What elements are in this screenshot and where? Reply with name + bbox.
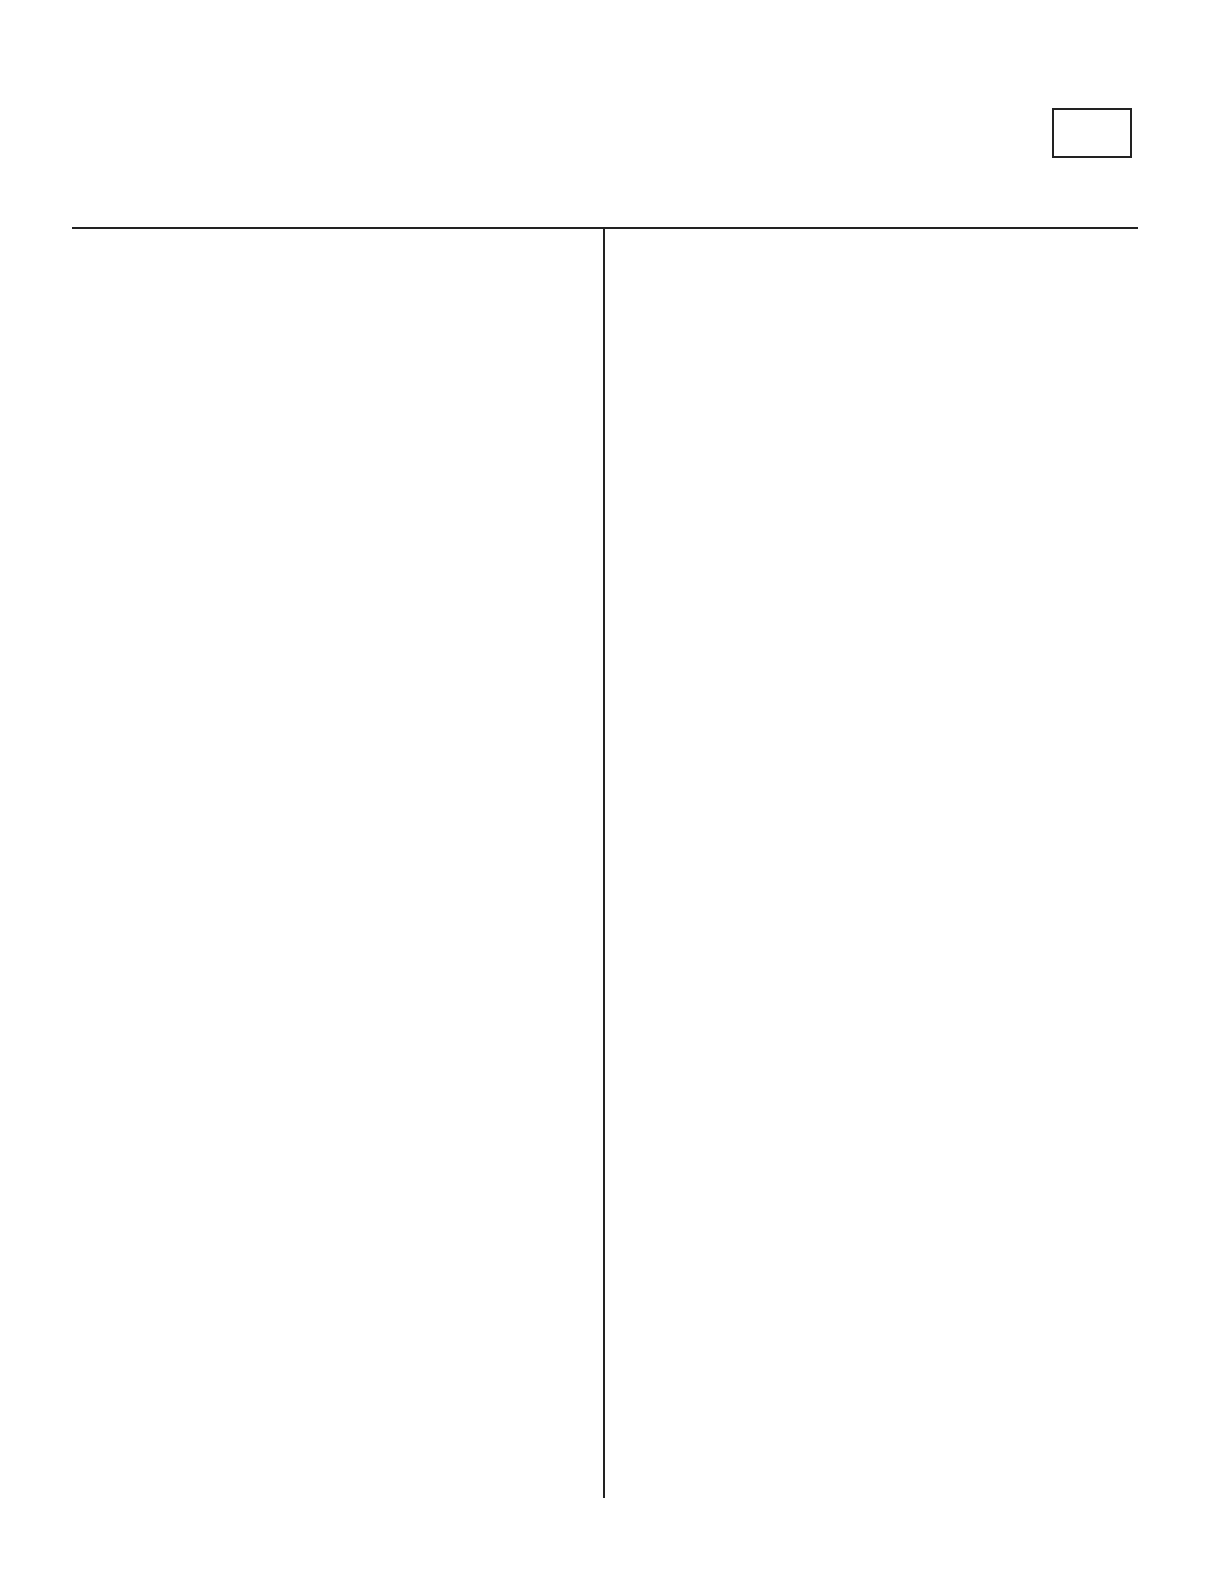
header-rule [72, 227, 1138, 229]
region-badge [1052, 108, 1132, 158]
column-divider [603, 228, 605, 1498]
